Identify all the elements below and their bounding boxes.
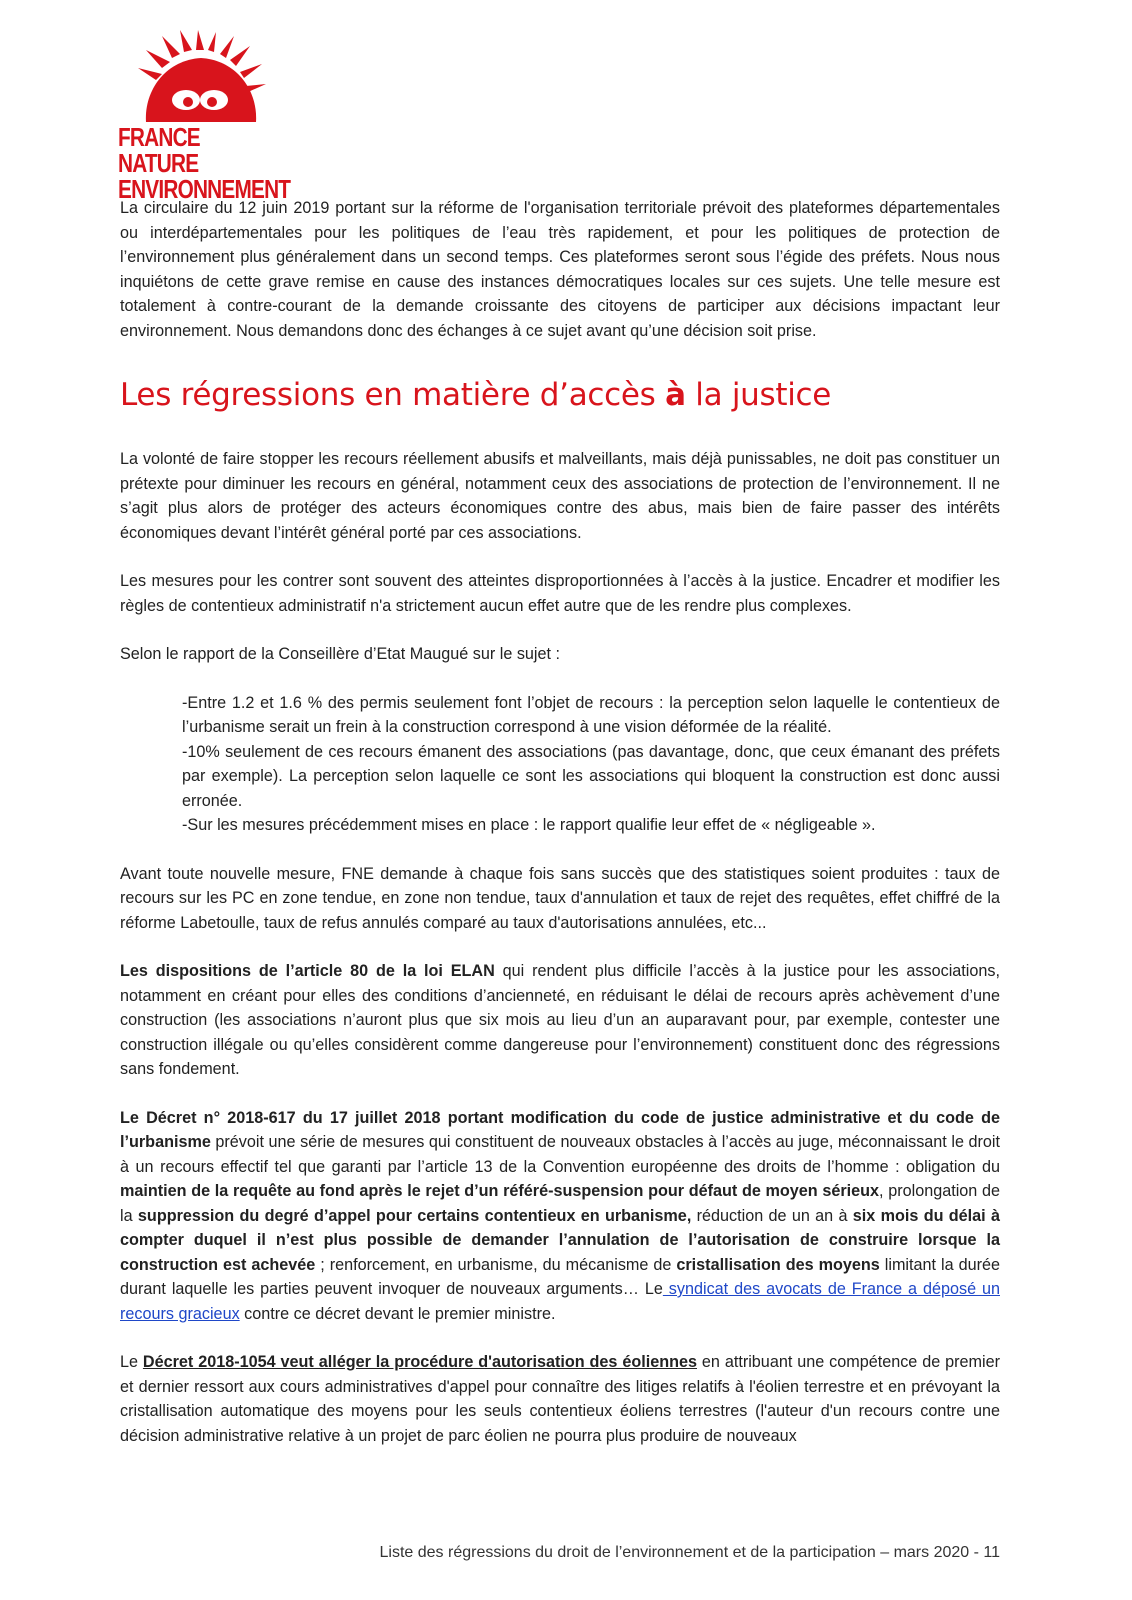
paragraph-5 <box>120 959 1000 1082</box>
bold-phrase: suppression du degré d’appel pour certains contentieux en urbanisme, <box>137 1206 692 1225</box>
list-item: -Sur les mesures précédemment mises en place : le rapport qualifie leur effet de « négligeable ». <box>182 816 876 834</box>
paragraph-6-text: ; renforcement, en urbanisme, du mécanisme de <box>315 1255 677 1274</box>
heading-part-bold: à <box>665 377 686 413</box>
decree-2018-1054-bold[interactable]: Décret 2018-1054 veut alléger la procédure d'autorisation des éoliennes <box>142 1353 698 1371</box>
paragraph-6-text: prévoit une série de mesures qui constituent de nouveaux obstacles à l’accès au juge, méconnaissant le droit à un recours effectif tel que garanti par l’article 13 de la Convention européenne des droits de l’homme : obligation du <box>120 1133 1000 1176</box>
page-footer: Liste des régressions du droit de l’environnement et de la participation – mars 2020 - 11 <box>379 1544 1000 1561</box>
brand-line-1: FRANCE NATURE <box>118 122 200 178</box>
bold-phrase: maintien de la requête au fond après le rejet d’un référé-suspension pour défaut de moyen sérieux <box>120 1182 880 1200</box>
paragraph-7 <box>120 1350 1000 1448</box>
list-item: -Entre 1.2 et 1.6 % des permis seulement font l’objet de recours : la perception selon laquelle le contentieux de l’urbanisme serait un frein à la construction correspond à une vision déformée de la réalité. <box>182 693 1000 736</box>
brand-line-2: ENVIRONNEMENT <box>118 174 291 204</box>
bold-phrase: cristallisation des moyens <box>676 1255 880 1274</box>
bold-phrase: six mois du délai à compter duquel il n’est plus possible de demander l’annulation de l’autorisation de construire lorsque la construction est achevée <box>120 1206 1000 1274</box>
paragraph-4: Avant toute nouvelle mesure, FNE demande à chaque fois sans succès que des statistiques soient produites : taux de recours sur les PC en zone tendue, en zone non tendue, taux d'annulation et taux de rejet des requêtes, effet chiffré de la réforme Labetoulle, taux de refus annulés comparé au taux d'autorisations annulées, etc... <box>120 864 1000 932</box>
paragraph-3: Selon le rapport de la Conseillère d’Etat Maugué sur le sujet : <box>120 645 561 663</box>
paragraph-1: La volonté de faire stopper les recours réellement abusifs et malveillants, mais déjà punissables, ne doit pas constituer un prétexte pour diminuer les recours en général, notamment ceux des associations de protection de l’environnement. Il ne s’agit plus alors de protéger des acteurs économiques contre des abus, mais bien de faire passer des intérêts économiques devant l’intérêt général porté par ces associations. <box>120 450 1000 542</box>
saf-recours-link[interactable]: syndicat des avocats de France a déposé un recours gracieux <box>120 1280 1000 1323</box>
paragraph-5-text: qui rendent plus difficile l’accès à la justice pour les associations, notamment en créant pour elles des conditions d’ancienneté, en réduisant le délai de recours après achèvement d’une construction (les associations n’auront plus que six mois au lieu d’un an auparavant pour, par exemple, contester une construction illégale ou qu’elles considèrent comme dangereuse pour l’environnement) constituent donc des régressions sans fondement. <box>120 962 1000 1078</box>
paragraph-7-text: Le <box>120 1353 143 1371</box>
document-body <box>120 196 1000 1448</box>
fne-logo <box>118 30 291 204</box>
decree-2018-617-bold: Le Décret n° 2018-617 du 17 juillet 2018 portant modification du code de justice administrative et du code de l’urbanisme <box>120 1108 1000 1151</box>
hedgehog-logo-icon <box>136 30 266 126</box>
intro-paragraph: La circulaire du 12 juin 2019 portant sur la réforme de l'organisation territoriale prévoit des plateformes départementales ou interdépartementales pour les politiques de l’eau très rapidement, et pour les politiques de protection de l’environnement plus généralement dans un second temps. Ces plateformes seront sous l’égide des préfets. Nous nous inquiétons de cette grave remise en cause des instances démocratiques locales sur ces sujets. Une telle mesure est totalement à contre-courant de la demande croissante des citoyens de participer aux décisions impactant leur environnement. Nous demandons donc des échanges à ce sujet avant qu’une décision soit prise. <box>120 199 1000 340</box>
paragraph-6-text: , prolongation de la <box>120 1182 1000 1225</box>
paragraph-2: Les mesures pour les contrer sont souvent des atteintes disproportionnées à l’accès à la justice. Encadrer et modifier les règles de contentieux administratif n'a strictement aucun effet autre que de les rendre plus complexes. <box>120 572 1000 615</box>
list-item: -10% seulement de ces recours émanent des associations (pas davantage, donc, que ceux émanant des préfets par exemple). La perception selon laquelle ce sont les associations qui bloquent la construction est donc aussi erronée. <box>182 742 1000 810</box>
section-heading <box>120 373 1000 417</box>
paragraph-6-text: contre ce décret devant le premier ministre. <box>239 1304 556 1323</box>
brand-name <box>118 122 291 204</box>
paragraph-6-text: limitant la durée durant laquelle les parties peuvent invoquer de nouveaux arguments… Le <box>120 1255 1000 1298</box>
paragraph-6 <box>120 1106 1000 1327</box>
paragraph-6-text: réduction de un an à <box>691 1206 853 1225</box>
paragraph-7-text: en attribuant une compétence de premier et dernier ressort aux cours administratives d'appel pour connaître des litiges relatifs à l'éolien terrestre et en prévoyant la cristallisation automatique des moyens pour les seuls contentieux éoliens terrestres (l'auteur d'un recours contre une décision administrative relative à un projet de parc éolien ne pourra plus produire de nouveaux <box>120 1353 1000 1445</box>
bullet-list <box>120 691 1000 838</box>
heading-part-1: Les régressions en matière d’accès <box>120 377 666 413</box>
elan-article-bold: Les dispositions de l’article 80 de la loi ELAN <box>120 962 495 980</box>
heading-part-2: la justice <box>685 377 832 413</box>
